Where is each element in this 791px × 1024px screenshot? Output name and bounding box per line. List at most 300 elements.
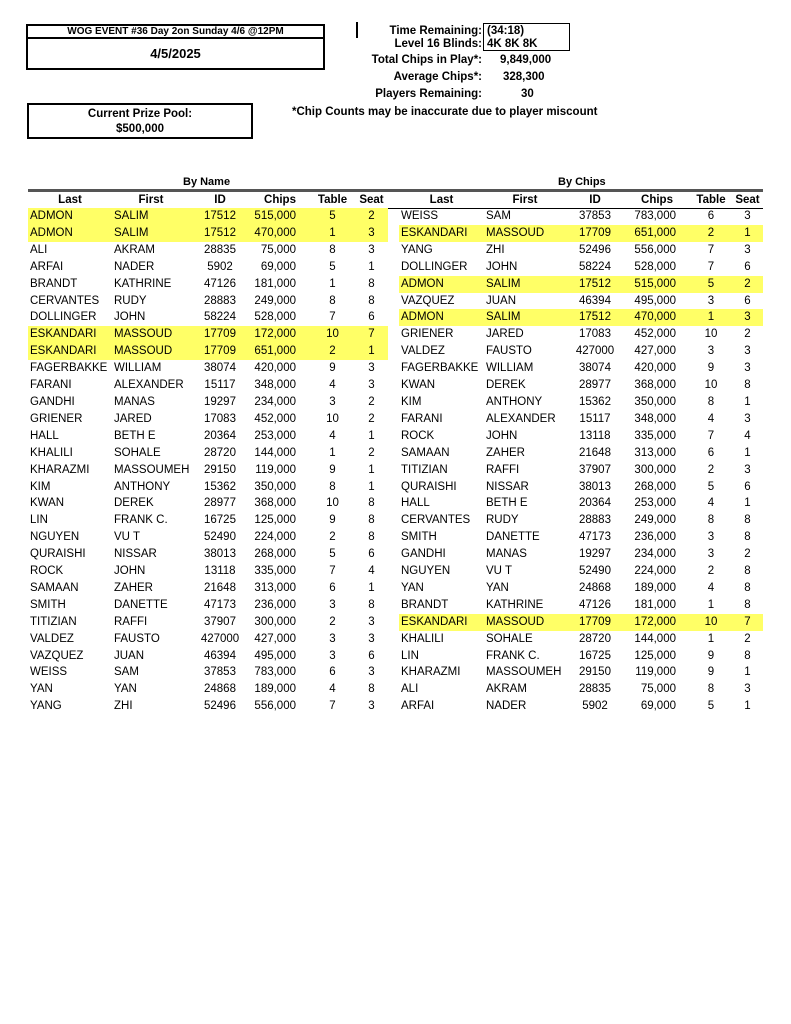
cell-seat-number: 6	[368, 311, 375, 324]
cell-table-number: 7	[707, 260, 715, 273]
cell-table-number: 3	[707, 294, 715, 307]
cell-seat-number: 1	[355, 343, 388, 360]
cell-last-name: SMITH	[401, 531, 437, 544]
cell-chip-count: 75,000	[640, 683, 676, 696]
cell-table-number: 9	[707, 666, 715, 679]
cell-first-name: MASSOUMEH	[486, 666, 562, 679]
table-row	[28, 293, 388, 310]
cell-first-name: VU T	[486, 565, 512, 578]
cell-player-id: 24868	[579, 581, 611, 594]
table-row	[399, 309, 763, 326]
cell-last-name: ALI	[30, 243, 48, 256]
cell-seat-number: 2	[368, 412, 375, 425]
cell-seat-number: 8	[368, 294, 375, 307]
table-row	[399, 225, 763, 242]
table-row	[28, 479, 388, 496]
cell-table-number: 2	[329, 615, 336, 628]
cell-chip-count: 556,000	[634, 243, 676, 256]
cell-player-id: 47126	[579, 598, 611, 611]
table-row	[399, 648, 763, 665]
cell-last-name: ROCK	[401, 429, 435, 442]
cell-last-name: LIN	[401, 649, 419, 662]
cell-first-name: SAM	[114, 666, 139, 679]
cell-chip-count: 528,000	[254, 311, 296, 324]
cell-last-name: DOLLINGER	[401, 260, 468, 273]
cell-seat-number: 3	[744, 362, 751, 375]
cell-chip-count: 313,000	[634, 446, 676, 459]
cell-chip-count: 470,000	[624, 309, 690, 326]
by-chips-table	[399, 192, 763, 715]
cell-seat-number: 3	[368, 615, 375, 628]
event-title: WOG EVENT #36 Day 2on Sunday 4/6 @12PM	[26, 24, 325, 38]
cell-last-name: SMITH	[30, 598, 66, 611]
cell-first-name: FRANK C.	[114, 514, 168, 527]
cell-player-id: 28977	[204, 497, 236, 510]
cell-seat-number: 3	[368, 700, 375, 713]
blinds-value: 4K 8K 8K	[487, 38, 538, 50]
total-chips-value: 9,849,000	[500, 54, 552, 66]
cell-seat-number: 3	[368, 632, 375, 645]
cell-chip-count: 515,000	[250, 208, 310, 225]
cell-first-name: KATHRINE	[486, 598, 544, 611]
cell-first-name: FAUSTO	[114, 632, 160, 645]
by-chips-header-row	[399, 192, 763, 208]
cell-chip-count: 470,000	[250, 225, 310, 242]
cell-seat-number: 3	[368, 379, 375, 392]
cell-table-number: 9	[329, 463, 336, 476]
cell-first-name: FAUSTO	[486, 345, 532, 358]
cell-first-name: JUAN	[486, 294, 517, 307]
table-row	[399, 394, 763, 411]
cell-player-id: 38013	[579, 480, 611, 493]
cell-player-id: 13118	[204, 565, 236, 578]
cell-first-name: JARED	[486, 328, 524, 341]
table-row	[399, 293, 763, 310]
cell-last-name: ADMON	[28, 225, 112, 242]
cell-table-number: 8	[707, 395, 715, 408]
cell-last-name: YAN	[401, 581, 424, 594]
table-row	[28, 648, 388, 665]
cell-table-number: 8	[707, 683, 715, 696]
cell-chip-count: 125,000	[254, 514, 296, 527]
cell-table-number: 8	[329, 294, 336, 307]
cell-first-name: JOHN	[114, 565, 146, 578]
cell-chip-count: 69,000	[260, 260, 296, 273]
cell-player-id: 24868	[204, 683, 236, 696]
cell-player-id: 19297	[204, 395, 236, 408]
cell-first-name: DANETTE	[486, 531, 540, 544]
cell-first-name: RUDY	[486, 514, 519, 527]
cell-chip-count: 144,000	[254, 446, 296, 459]
cell-player-id: 28720	[579, 632, 611, 645]
cell-first-name: ANTHONY	[486, 395, 543, 408]
cell-seat-number: 8	[744, 565, 751, 578]
column-header-chips: Chips	[264, 194, 296, 206]
cell-seat-number: 3	[732, 309, 763, 326]
cell-seat-number: 2	[368, 446, 375, 459]
cell-table-number: 10	[310, 326, 355, 343]
cell-seat-number: 8	[744, 531, 751, 544]
cell-seat-number: 3	[744, 345, 751, 358]
cell-first-name: SALIM	[112, 225, 190, 242]
cell-last-name: VALDEZ	[401, 345, 445, 358]
table-row	[399, 208, 763, 225]
cell-player-id: 37907	[204, 615, 236, 628]
table-row	[28, 411, 388, 428]
cell-seat-number: 3	[744, 210, 751, 222]
cell-last-name: GRIENER	[30, 412, 83, 425]
cell-table-number: 1	[690, 309, 732, 326]
cell-seat-number: 8	[368, 531, 375, 544]
cell-last-name: QURAISHI	[30, 548, 86, 561]
cell-seat-number: 6	[744, 480, 751, 493]
cell-player-id: 427000	[575, 345, 615, 358]
column-header-first: First	[512, 194, 538, 206]
cell-chip-count: 189,000	[634, 581, 676, 594]
cell-player-id: 17512	[566, 276, 624, 293]
cell-first-name: SOHALE	[486, 632, 533, 645]
cell-table-number: 1	[707, 598, 715, 611]
cell-player-id: 20364	[204, 429, 236, 442]
cell-player-id: 46394	[579, 294, 611, 307]
cell-player-id: 15117	[204, 379, 236, 392]
cell-table-number: 3	[329, 598, 336, 611]
cell-last-name: FARANI	[401, 412, 443, 425]
cell-chip-count: 348,000	[634, 412, 676, 425]
cell-table-number: 6	[329, 581, 336, 594]
average-chips-value: 328,300	[503, 71, 545, 83]
cell-last-name: FAGERBAKKE	[401, 362, 479, 375]
cell-seat-number: 1	[744, 497, 751, 510]
cell-seat-number: 8	[744, 514, 751, 527]
cell-seat-number: 3	[744, 463, 751, 476]
cell-seat-number: 1	[744, 446, 751, 459]
column-header-chips: Chips	[641, 194, 673, 206]
cell-seat-number: 8	[368, 683, 375, 696]
table-row	[399, 411, 763, 428]
cell-table-number: 5	[707, 700, 715, 713]
cell-table-number: 8	[329, 480, 336, 493]
cell-first-name: DEREK	[114, 497, 154, 510]
cell-first-name: JOHN	[486, 260, 518, 273]
table-row	[399, 512, 763, 529]
cell-player-id: 427000	[200, 632, 240, 645]
cell-seat-number: 2	[744, 328, 751, 341]
cell-chip-count: 189,000	[254, 683, 296, 696]
cell-chip-count: 119,000	[255, 463, 296, 476]
cell-chip-count: 224,000	[254, 531, 296, 544]
cell-first-name: SAM	[486, 210, 511, 222]
cell-table-number: 1	[310, 225, 355, 242]
cell-first-name: SOHALE	[114, 446, 161, 459]
cell-chip-count: 515,000	[624, 276, 690, 293]
table-row	[399, 276, 763, 293]
cell-last-name: BRANDT	[401, 598, 449, 611]
players-remaining-value: 30	[521, 88, 534, 100]
cell-chip-count: 75,000	[260, 243, 296, 256]
table-row	[28, 326, 388, 343]
cell-player-id: 20364	[579, 497, 611, 510]
cell-player-id: 52496	[579, 243, 611, 256]
cell-first-name: DEREK	[486, 379, 526, 392]
table-row	[28, 597, 388, 614]
cell-table-number: 5	[707, 480, 715, 493]
cell-chip-count: 368,000	[634, 379, 676, 392]
cell-chip-count: 495,000	[254, 649, 296, 662]
table-row	[28, 614, 388, 631]
cell-table-number: 10	[690, 614, 732, 631]
cell-seat-number: 8	[744, 581, 751, 594]
cell-first-name: ZHI	[114, 700, 133, 713]
cell-table-number: 3	[707, 345, 715, 358]
table-row	[399, 242, 763, 259]
cell-seat-number: 6	[368, 649, 375, 662]
column-header-first: First	[138, 194, 164, 206]
cell-first-name: VU T	[114, 531, 140, 544]
cell-first-name: JUAN	[114, 649, 145, 662]
cell-chip-count: 224,000	[634, 565, 676, 578]
cell-last-name: HALL	[30, 429, 59, 442]
cell-first-name: MANAS	[486, 548, 527, 561]
cell-seat-number: 8	[744, 598, 751, 611]
cell-last-name: ADMON	[399, 309, 484, 326]
cell-chip-count: 368,000	[254, 497, 296, 510]
cell-seat-number: 3	[355, 225, 388, 242]
table-row	[28, 698, 388, 715]
table-row	[28, 631, 388, 648]
cell-last-name: CERVANTES	[30, 294, 100, 307]
cell-last-name: ESKANDARI	[28, 326, 112, 343]
cell-chip-count: 181,000	[254, 277, 296, 290]
cell-seat-number: 2	[355, 208, 388, 225]
cell-chip-count: 452,000	[254, 412, 296, 425]
cell-chip-count: 249,000	[634, 514, 676, 527]
table-row	[28, 259, 388, 276]
cell-chip-count: 335,000	[254, 565, 296, 578]
cell-seat-number: 3	[368, 666, 375, 679]
table-row	[28, 546, 388, 563]
cell-last-name: KIM	[401, 395, 422, 408]
cell-player-id: 17709	[190, 343, 250, 360]
cell-table-number: 10	[704, 379, 718, 392]
cell-seat-number: 1	[368, 260, 375, 273]
table-row	[28, 664, 388, 681]
cell-first-name: ZAHER	[114, 581, 153, 594]
cell-last-name: VAZQUEZ	[401, 294, 455, 307]
cell-last-name: KHARAZMI	[401, 666, 461, 679]
cell-table-number: 9	[707, 362, 715, 375]
cell-table-number: 1	[707, 632, 715, 645]
cell-table-number: 4	[707, 581, 715, 594]
cell-player-id: 17709	[566, 225, 624, 242]
cell-player-id: 28720	[204, 446, 236, 459]
cell-last-name: VAZQUEZ	[30, 649, 84, 662]
cell-table-number: 10	[704, 328, 718, 341]
cell-player-id: 46394	[204, 649, 236, 662]
cell-last-name: WEISS	[30, 666, 68, 679]
cell-player-id: 47173	[204, 598, 236, 611]
cell-seat-number: 8	[744, 379, 751, 392]
cell-first-name: SALIM	[112, 208, 190, 225]
table-row	[399, 580, 763, 597]
column-header-seat: Seat	[359, 194, 384, 206]
cell-player-id: 17709	[190, 326, 250, 343]
cell-last-name: KHALILI	[30, 446, 73, 459]
cell-player-id: 37853	[204, 666, 236, 679]
cell-chip-count: 420,000	[254, 362, 296, 375]
cell-first-name: NADER	[114, 260, 155, 273]
blinds-label: Level 16 Blinds:	[394, 38, 482, 50]
column-header-last: Last	[429, 194, 454, 206]
cell-last-name: KIM	[30, 480, 51, 493]
cell-table-number: 2	[690, 225, 732, 242]
cell-seat-number: 7	[355, 326, 388, 343]
cell-first-name: YAN	[114, 683, 137, 696]
cell-table-number: 6	[707, 446, 715, 459]
cell-chip-count: 181,000	[634, 598, 676, 611]
table-row	[28, 343, 388, 360]
cell-first-name: WILLIAM	[114, 362, 162, 375]
cell-table-number: 9	[329, 362, 336, 375]
cell-last-name: ADMON	[28, 208, 112, 225]
cell-seat-number: 6	[744, 294, 751, 307]
cell-chip-count: 313,000	[254, 581, 296, 594]
cell-seat-number: 1	[732, 225, 763, 242]
cell-player-id: 17083	[204, 412, 236, 425]
event-date: 4/5/2025	[26, 37, 325, 70]
cell-first-name: ZHI	[486, 243, 505, 256]
cell-first-name: MASSOUD	[484, 614, 566, 631]
cell-table-number: 7	[707, 429, 715, 442]
cell-chip-count: 119,000	[635, 666, 676, 679]
by-name-table	[28, 192, 388, 715]
cell-last-name: KWAN	[401, 379, 436, 392]
table-row	[399, 698, 763, 715]
cell-first-name: MASSOUMEH	[114, 463, 190, 476]
table-row	[399, 377, 763, 394]
cell-chip-count: 69,000	[640, 700, 676, 713]
table-row	[399, 546, 763, 563]
total-chips-label: Total Chips in Play*:	[371, 54, 482, 66]
column-header-table: Table	[317, 194, 348, 206]
cell-table-number: 3	[329, 649, 336, 662]
cell-player-id: 38074	[204, 362, 236, 375]
cell-chip-count: 253,000	[634, 497, 676, 510]
cell-player-id: 17083	[579, 328, 611, 341]
table-row	[399, 428, 763, 445]
average-chips-label: Average Chips*:	[393, 71, 482, 83]
cell-chip-count: 300,000	[634, 463, 676, 476]
cell-seat-number: 6	[368, 548, 375, 561]
cell-last-name: HALL	[401, 497, 430, 510]
cell-chip-count: 420,000	[634, 362, 676, 375]
cell-chip-count: 125,000	[634, 649, 676, 662]
cell-player-id: 16725	[579, 649, 611, 662]
table-row	[28, 512, 388, 529]
table-row	[399, 529, 763, 546]
table-row	[28, 276, 388, 293]
cell-table-number: 5	[329, 260, 336, 273]
table-row	[399, 360, 763, 377]
players-remaining-label: Players Remaining:	[375, 88, 482, 100]
by-name-heading: By Name	[183, 176, 231, 188]
cell-last-name: KHARAZMI	[30, 463, 90, 476]
cell-last-name: VALDEZ	[30, 632, 74, 645]
cell-table-number: 4	[329, 429, 336, 442]
cell-first-name: KATHRINE	[114, 277, 172, 290]
cell-seat-number: 1	[744, 666, 751, 679]
cell-seat-number: 8	[744, 649, 751, 662]
cell-first-name: YAN	[486, 581, 509, 594]
cell-last-name: GANDHI	[30, 395, 75, 408]
table-row	[28, 428, 388, 445]
chip-count-disclaimer: *Chip Counts may be inaccurate due to player miscount	[292, 106, 598, 118]
cell-player-id: 28977	[579, 379, 611, 392]
cell-first-name: JOHN	[114, 311, 146, 324]
cell-player-id: 37907	[579, 463, 611, 476]
cell-first-name: RAFFI	[114, 615, 148, 628]
prize-pool-value: $500,000	[116, 123, 164, 135]
cell-chip-count: 452,000	[634, 328, 676, 341]
column-header-last: Last	[58, 194, 82, 206]
cell-last-name: NGUYEN	[30, 531, 80, 544]
cell-seat-number: 4	[744, 429, 751, 442]
cell-last-name: ARFAI	[401, 700, 435, 713]
cell-seat-number: 3	[744, 683, 751, 696]
cell-chip-count: 253,000	[254, 429, 296, 442]
cell-player-id: 28883	[204, 294, 236, 307]
cell-player-id: 29150	[579, 666, 611, 679]
column-header-id: ID	[589, 194, 601, 206]
cell-chip-count: 300,000	[254, 615, 296, 628]
cell-seat-number: 3	[368, 362, 375, 375]
cell-player-id: 28835	[204, 243, 236, 256]
cell-chip-count: 268,000	[254, 548, 296, 561]
cell-seat-number: 2	[744, 632, 751, 645]
cell-table-number: 10	[326, 497, 339, 510]
cell-last-name: BRANDT	[30, 277, 78, 290]
cell-chip-count: 783,000	[254, 666, 296, 679]
cell-chip-count: 651,000	[250, 343, 310, 360]
cell-last-name: TITIZIAN	[401, 463, 448, 476]
cell-last-name: FAGERBAKKE	[30, 362, 108, 375]
cell-seat-number: 3	[744, 412, 751, 425]
cell-seat-number: 6	[744, 260, 751, 273]
cell-seat-number: 8	[368, 598, 375, 611]
cell-table-number: 2	[310, 343, 355, 360]
cell-player-id: 15117	[579, 412, 611, 425]
cell-player-id: 47173	[579, 531, 611, 544]
cell-player-id: 16725	[204, 514, 236, 527]
cell-first-name: AKRAM	[486, 683, 527, 696]
table-row	[28, 394, 388, 411]
cell-last-name: WEISS	[401, 210, 439, 222]
column-header-table: Table	[696, 194, 726, 206]
by-chips-heading: By Chips	[558, 176, 606, 188]
column-header-seat: Seat	[735, 194, 760, 206]
cell-table-number: 3	[707, 531, 715, 544]
cell-last-name: ESKANDARI	[28, 343, 112, 360]
cell-chip-count: 495,000	[634, 294, 676, 307]
table-row	[399, 631, 763, 648]
cell-seat-number: 1	[744, 700, 751, 713]
cell-table-number: 10	[326, 412, 339, 425]
cell-chip-count: 172,000	[250, 326, 310, 343]
cell-first-name: WILLIAM	[486, 362, 534, 375]
cell-first-name: MASSOUD	[484, 225, 566, 242]
cell-table-number: 5	[329, 548, 336, 561]
cell-player-id: 58224	[579, 260, 611, 273]
